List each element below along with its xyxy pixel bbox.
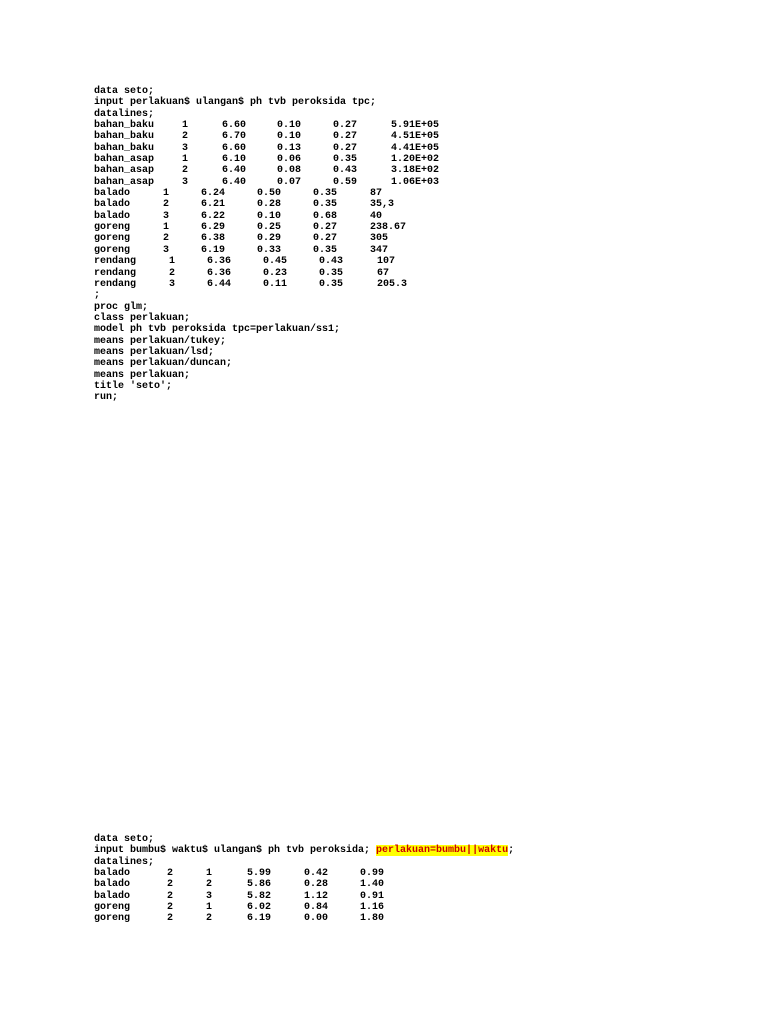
tvb-cell: 0.13 — [277, 142, 302, 154]
data-row — [94, 165, 440, 177]
data-row — [94, 131, 440, 143]
peroxide-cell: 0.27 — [313, 233, 338, 245]
tvb-cell: 1.12 — [304, 890, 329, 902]
peroxide-cell: 0.59 — [333, 176, 358, 188]
data-row — [94, 278, 408, 290]
peroxide-cell: 0.35 — [313, 188, 338, 200]
tpc-cell: 4.41E+05 — [391, 142, 440, 154]
ph-cell: 5.82 — [247, 890, 272, 902]
treatment-cell: bahan_baku — [94, 131, 155, 143]
sas-code-block-1 — [94, 86, 440, 404]
tvb-cell: 0.00 — [304, 913, 329, 925]
datalines-rows-2 — [94, 868, 514, 925]
time-cell: 2 — [167, 879, 174, 891]
tpc-cell: 4.51E+05 — [391, 131, 440, 143]
replicate-cell: 3 — [169, 278, 176, 290]
replicate-cell: 1 — [169, 256, 176, 268]
ph-cell: 6.02 — [247, 902, 272, 914]
spice-cell: goreng — [94, 902, 131, 914]
time-cell: 2 — [167, 913, 174, 925]
time-cell: 2 — [167, 902, 174, 914]
tpc-cell: 347 — [370, 244, 389, 256]
data-row — [94, 256, 396, 268]
ph-cell: 6.38 — [201, 233, 226, 245]
ph-cell: 6.40 — [222, 165, 247, 177]
replicate-cell: 2 — [182, 131, 189, 143]
ph-cell: 6.21 — [201, 199, 226, 211]
ph-cell: 6.36 — [207, 267, 232, 279]
data-row — [94, 868, 514, 879]
code-line: datalines; — [94, 856, 155, 868]
tvb-cell: 0.10 — [277, 131, 302, 143]
tpc-cell: 238.67 — [370, 222, 407, 234]
replicate-cell: 2 — [163, 199, 170, 211]
data-row — [94, 222, 407, 234]
tvb-cell: 0.84 — [304, 902, 329, 914]
ph-cell: 6.70 — [222, 131, 247, 143]
ph-cell: 6.44 — [207, 278, 232, 290]
data-row — [94, 188, 383, 200]
tpc-cell: 205.3 — [377, 278, 408, 290]
code-line: means perlakuan/duncan; — [94, 358, 233, 370]
data-row — [94, 210, 383, 222]
peroxide-cell: 0.35 — [333, 154, 358, 166]
peroxide-cell: 1.16 — [360, 902, 385, 914]
ph-cell: 6.22 — [201, 210, 226, 222]
code-line: means perlakuan/tukey; — [94, 335, 227, 347]
treatment-cell: bahan_asap — [94, 176, 155, 188]
treatment-cell: bahan_baku — [94, 120, 155, 132]
peroxide-cell: 0.27 — [313, 222, 338, 234]
peroxide-cell: 0.35 — [313, 199, 338, 211]
code-text: input bumbu$ waktu$ ulangan$ ph tvb peroksida; — [94, 845, 377, 857]
code-line: datalines; — [94, 108, 155, 120]
data-row — [94, 120, 440, 132]
tpc-cell: 3.18E+02 — [391, 165, 440, 177]
tvb-cell: 0.33 — [257, 244, 282, 256]
tvb-cell: 0.28 — [304, 879, 329, 891]
tpc-cell: 87 — [370, 188, 383, 200]
sas-code-block-2 — [94, 834, 514, 925]
data-row — [94, 244, 389, 256]
tpc-cell: 67 — [377, 267, 390, 279]
peroxide-cell: 0.27 — [333, 131, 358, 143]
replicate-cell: 1 — [163, 222, 170, 234]
peroxide-cell: 1.80 — [360, 913, 385, 925]
treatment-cell: rendang — [94, 278, 137, 290]
data-row — [94, 902, 514, 913]
peroxide-cell: 0.68 — [313, 210, 338, 222]
code-text: ; — [508, 845, 515, 857]
datalines-rows-1 — [94, 120, 440, 290]
replicate-cell: 2 — [182, 165, 189, 177]
treatment-cell: balado — [94, 188, 131, 200]
tvb-cell: 0.06 — [277, 154, 302, 166]
tvb-cell: 0.25 — [257, 222, 282, 234]
replicate-cell: 2 — [169, 267, 176, 279]
treatment-cell: balado — [94, 210, 131, 222]
tvb-cell: 0.28 — [257, 199, 282, 211]
peroxide-cell: 1.40 — [360, 879, 385, 891]
data-row — [94, 891, 514, 902]
code-line: title 'seto'; — [94, 380, 173, 392]
data-row — [94, 267, 390, 279]
tvb-cell: 0.08 — [277, 165, 302, 177]
peroxide-cell: 0.35 — [319, 267, 344, 279]
tvb-cell: 0.50 — [257, 188, 282, 200]
spice-cell: balado — [94, 868, 131, 880]
ph-cell: 6.24 — [201, 188, 226, 200]
replicate-cell: 3 — [163, 244, 170, 256]
replicate-cell: 1 — [182, 120, 189, 132]
code-line: means perlakuan/lsd; — [94, 346, 215, 358]
data-row — [94, 879, 514, 890]
ph-cell: 6.10 — [222, 154, 247, 166]
highlighted-code-text: perlakuan=bumbu||waktu — [376, 845, 509, 857]
treatment-cell: goreng — [94, 233, 131, 245]
code-line: means perlakuan; — [94, 369, 191, 381]
replicate-cell: 3 — [182, 142, 189, 154]
peroxide-cell: 0.35 — [319, 278, 344, 290]
ph-cell: 6.19 — [201, 244, 226, 256]
data-row — [94, 154, 440, 166]
code-line: class perlakuan; — [94, 312, 191, 324]
ph-cell: 6.36 — [207, 256, 232, 268]
tvb-cell: 0.45 — [263, 256, 288, 268]
tpc-cell: 35,3 — [370, 199, 395, 211]
tpc-cell: 5.91E+05 — [391, 120, 440, 132]
tvb-cell: 0.11 — [263, 278, 288, 290]
tvb-cell: 0.42 — [304, 868, 329, 880]
code-line: input perlakuan$ ulangan$ ph tvb peroksida tpc; — [94, 97, 377, 109]
data-row — [94, 199, 395, 211]
ph-cell: 6.40 — [222, 176, 247, 188]
tpc-cell: 107 — [377, 256, 396, 268]
tvb-cell: 0.10 — [277, 120, 302, 132]
data-row — [94, 142, 440, 154]
ph-cell: 6.19 — [247, 913, 272, 925]
peroxide-cell: 0.27 — [333, 120, 358, 132]
replicate-cell: 1 — [206, 868, 213, 880]
replicate-cell: 2 — [206, 879, 213, 891]
peroxide-cell: 0.35 — [313, 244, 338, 256]
data-row — [94, 176, 440, 188]
spice-cell: goreng — [94, 913, 131, 925]
treatment-cell: balado — [94, 199, 131, 211]
replicate-cell: 2 — [163, 233, 170, 245]
peroxide-cell: 0.91 — [360, 890, 385, 902]
replicate-cell: 3 — [182, 176, 189, 188]
treatment-cell: goreng — [94, 222, 131, 234]
peroxide-cell: 0.99 — [360, 868, 385, 880]
treatment-cell: rendang — [94, 267, 137, 279]
treatment-cell: bahan_baku — [94, 142, 155, 154]
time-cell: 2 — [167, 890, 174, 902]
code-line: run; — [94, 392, 119, 404]
ph-cell: 6.60 — [222, 142, 247, 154]
tpc-cell: 305 — [370, 233, 389, 245]
tvb-cell: 0.29 — [257, 233, 282, 245]
data-row — [94, 233, 389, 245]
replicate-cell: 1 — [206, 902, 213, 914]
tpc-cell: 40 — [370, 210, 383, 222]
ph-cell: 6.29 — [201, 222, 226, 234]
spice-cell: balado — [94, 890, 131, 902]
replicate-cell: 3 — [206, 890, 213, 902]
spice-cell: balado — [94, 879, 131, 891]
treatment-cell: bahan_asap — [94, 165, 155, 177]
tpc-cell: 1.20E+02 — [391, 154, 440, 166]
tvb-cell: 0.07 — [277, 176, 302, 188]
tvb-cell: 0.10 — [257, 210, 282, 222]
code-line: data seto; — [94, 86, 155, 97]
ph-cell: 5.86 — [247, 879, 272, 891]
treatment-cell: rendang — [94, 256, 137, 268]
tvb-cell: 0.23 — [263, 267, 288, 279]
replicate-cell: 1 — [182, 154, 189, 166]
data-row — [94, 913, 514, 924]
tpc-cell: 1.06E+03 — [391, 176, 440, 188]
replicate-cell: 2 — [206, 913, 213, 925]
code-line: ; — [94, 290, 101, 302]
peroxide-cell: 0.43 — [333, 165, 358, 177]
peroxide-cell: 0.27 — [333, 142, 358, 154]
code-line: data seto; — [94, 834, 155, 845]
treatment-cell: goreng — [94, 244, 131, 256]
code-line-input — [94, 845, 514, 856]
ph-cell: 5.99 — [247, 868, 272, 880]
peroxide-cell: 0.43 — [319, 256, 344, 268]
code-line: model ph tvb peroksida tpc=perlakuan/ss1; — [94, 324, 341, 336]
time-cell: 2 — [167, 868, 174, 880]
code-line: proc glm; — [94, 301, 149, 313]
replicate-cell: 3 — [163, 210, 170, 222]
replicate-cell: 1 — [163, 188, 170, 200]
ph-cell: 6.60 — [222, 120, 247, 132]
treatment-cell: bahan_asap — [94, 154, 155, 166]
